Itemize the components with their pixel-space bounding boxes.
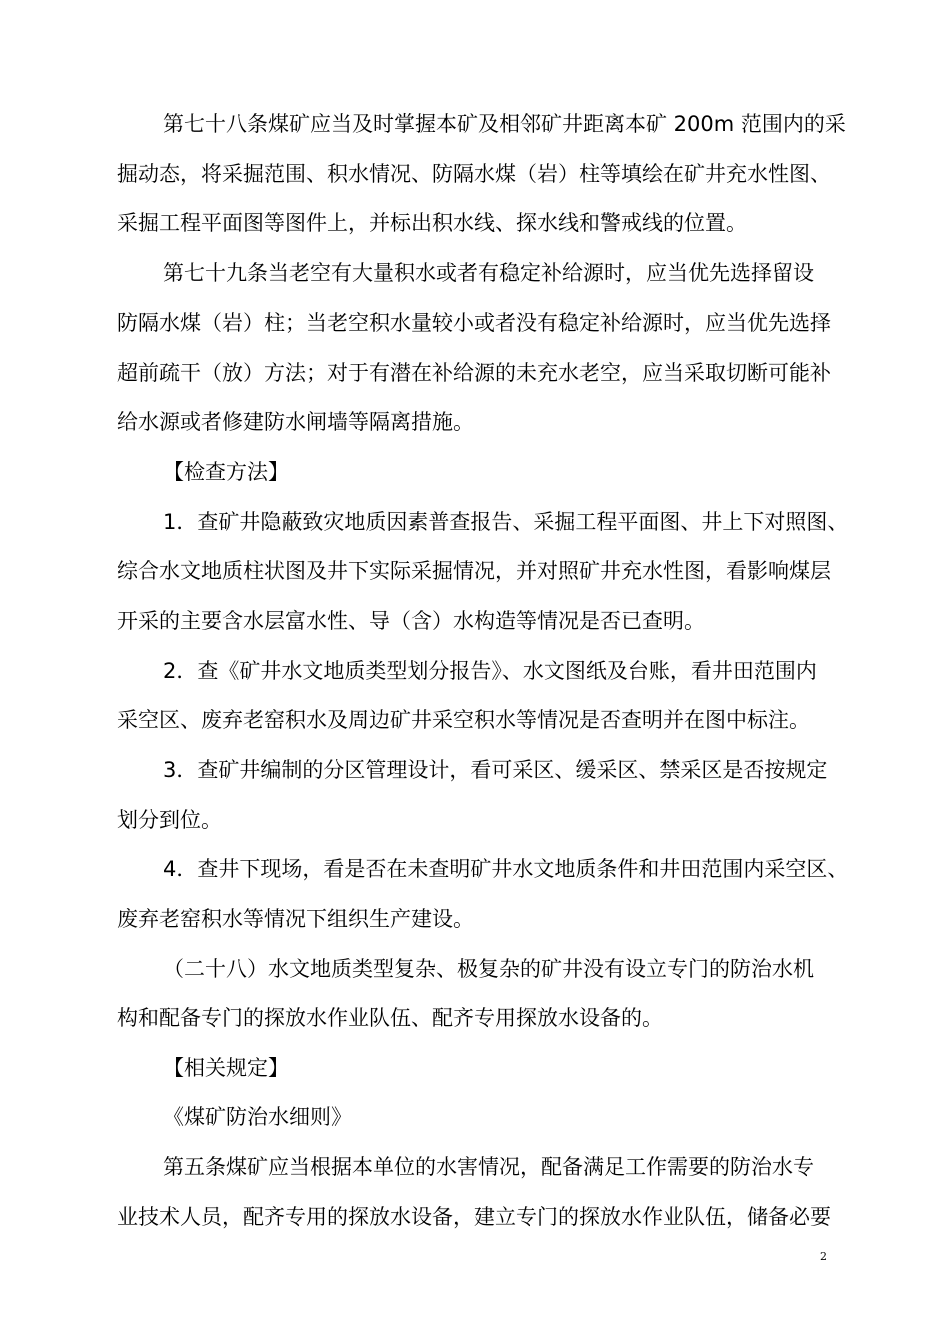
- text-line: 第七十八条煤矿应当及时掌握本矿及相邻矿井距离本矿 200m 范围内的采: [163, 112, 846, 136]
- document-title: 《煤矿防治水细则》: [163, 1105, 352, 1129]
- text-line: 防隔水煤（岩）柱；当老空积水量较小或者没有稳定补给源时，应当优先选择: [117, 311, 831, 335]
- text-line: 开采的主要含水层富水性、导（含）水构造等情况是否已查明。: [117, 609, 705, 633]
- text-line: 废弃老窑积水等情况下组织生产建设。: [117, 907, 474, 931]
- text-line: 给水源或者修建防水闸墙等隔离措施。: [117, 410, 474, 434]
- section-heading: 【相关规定】: [163, 1056, 289, 1080]
- list-item: 2．查《矿井水文地质类型划分报告》、水文图纸及台账，看井田范围内: [163, 659, 817, 683]
- text-line: 构和配备专门的探放水作业队伍、配齐专用探放水设备的。: [117, 1006, 663, 1030]
- section-heading: 【检查方法】: [163, 460, 289, 484]
- text-line: 划分到位。: [117, 808, 222, 832]
- text-line: 采空区、废弃老窑积水及周边矿井采空积水等情况是否查明并在图中标注。: [117, 708, 810, 732]
- text-line: 掘动态，将采掘范围、积水情况、防隔水煤（岩）柱等填绘在矿井充水性图、: [117, 162, 831, 186]
- list-item: 3．查矿井编制的分区管理设计，看可采区、缓采区、禁采区是否按规定: [163, 758, 828, 782]
- text-line: （二十八）水文地质类型复杂、极复杂的矿井没有设立专门的防治水机: [163, 957, 814, 981]
- text-line: 业技术人员，配齐专用的探放水设备，建立专门的探放水作业队伍，储备必要: [117, 1205, 831, 1229]
- text-line: 超前疏干（放）方法；对于有潜在补给源的未充水老空，应当采取切断可能补: [117, 361, 831, 385]
- text-line: 采掘工程平面图等图件上，并标出积水线、探水线和警戒线的位置。: [117, 211, 747, 235]
- text-line: 第五条煤矿应当根据本单位的水害情况，配备满足工作需要的防治水专: [163, 1155, 814, 1179]
- page-number: 2: [820, 1250, 827, 1263]
- text-line: 第七十九条当老空有大量积水或者有稳定补给源时，应当优先选择留设: [163, 261, 814, 285]
- list-item: 1．查矿井隐蔽致灾地质因素普查报告、采掘工程平面图、井上下对照图、: [163, 510, 849, 534]
- list-item: 4．查井下现场，看是否在未查明矿井水文地质条件和井田范围内采空区、: [163, 857, 849, 881]
- text-line: 综合水文地质柱状图及井下实际采掘情况，并对照矿井充水性图，看影响煤层: [117, 559, 831, 583]
